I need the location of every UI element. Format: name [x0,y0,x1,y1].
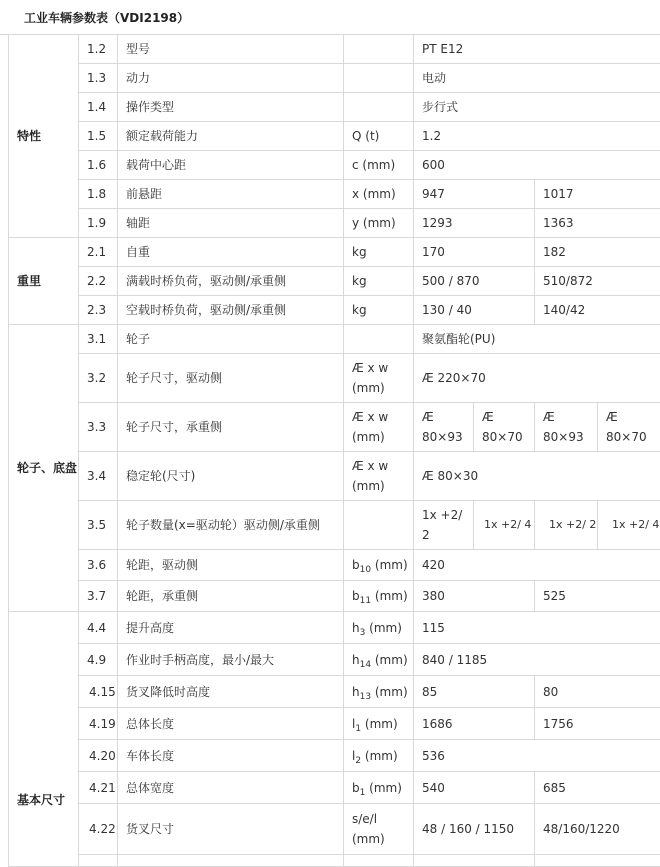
unit-symbol: l [352,717,355,731]
row-label: 轮子 [118,325,344,354]
unit-line-2: (mm) [352,381,385,395]
row-unit [344,804,414,855]
row-number: 2.3 [79,296,118,325]
row-unit: kg [344,238,414,267]
row-value-1 [414,403,474,452]
unit-text: (mm) [365,621,402,635]
unit-line-2: (mm) [352,479,385,493]
unit-text: (mm) [371,685,408,699]
table-row [9,180,660,209]
table-title-bar [0,0,660,35]
row-unit [344,452,414,501]
spec-table [8,34,660,867]
value-line-2: 2 [422,528,430,542]
row-label: 总体宽度 [118,772,344,804]
group-characteristics: 特性 [9,35,79,238]
row-unit [344,855,414,867]
row-value-1: 48 / 160 / 1150 [414,804,535,855]
unit-symbol: b [352,589,360,603]
row-value-2: 1017 [535,180,660,209]
row-value: 115 [414,612,660,644]
row-unit [344,740,414,772]
table-row [9,354,660,403]
row-value-2: 48/160/1220 [535,804,660,855]
row-value-2: 510/872 [535,267,660,296]
row-value-2: 1363 [535,209,660,238]
row-unit: Q (t) [344,122,414,151]
row-value-2: 182 [535,238,660,267]
row-unit [344,612,414,644]
row-label: 货叉降低时高度 [118,676,344,708]
row-number [79,855,118,867]
row-value-2: 140/42 [535,296,660,325]
value-line-1: Æ [606,410,618,424]
value-line-1: 1x +2/ [422,508,462,522]
row-number: 4.9 [79,644,118,676]
unit-text: (mm) [365,781,402,795]
row-unit: kg [344,296,414,325]
table-row [9,804,660,855]
row-value-3 [535,403,598,452]
unit-symbol: b [352,558,360,572]
row-number: 4.20 [79,740,118,772]
row-value-2: 1x +2/ 4 [474,501,535,550]
unit-symbol: b [352,781,360,795]
row-value-1: 130 / 40 [414,296,535,325]
row-value-2: 1756 [535,708,660,740]
row-number: 3.3 [79,403,118,452]
row-value-1 [414,501,474,550]
table-title: 工业车辆参数表（VDI2198） [24,9,189,26]
table-row [9,296,660,325]
row-number: 2.2 [79,267,118,296]
unit-symbol: l [352,749,355,763]
table-row [9,238,660,267]
unit-subscript: 11 [360,596,371,606]
row-unit [344,35,414,64]
table-row [9,772,660,804]
row-label: 稳定轮(尺寸) [118,452,344,501]
row-unit [344,550,414,581]
row-unit [344,325,414,354]
table-row [9,581,660,612]
row-number: 1.3 [79,64,118,93]
row-number: 4.19 [79,708,118,740]
table-row [9,35,660,64]
row-number: 1.8 [79,180,118,209]
row-value-2 [474,403,535,452]
row-unit [344,581,414,612]
unit-symbol: h [352,621,360,635]
table-row [9,676,660,708]
row-value-3: 1x +2/ 2 [535,501,598,550]
row-number: 3.2 [79,354,118,403]
group-weight: 重里 [9,238,79,325]
table-row [9,325,660,354]
row-number: 4.15 [79,676,118,708]
table-row [9,209,660,238]
row-value-1: 170 [414,238,535,267]
unit-text: (mm) [361,749,398,763]
row-value-1: 1686 [414,708,535,740]
row-value-1: 85 [414,676,535,708]
row-number: 1.4 [79,93,118,122]
group-wheels: 轮子、底盘 [9,325,79,612]
unit-line-1: Æ x w [352,361,388,375]
unit-subscript: 13 [360,692,371,702]
row-value: PT E12 [414,35,660,64]
row-unit [344,772,414,804]
row-number: 3.5 [79,501,118,550]
value-line-1: Æ [543,410,555,424]
row-unit [344,64,414,93]
row-label: 空载时桥负荷，驱动侧/承重侧 [118,296,344,325]
row-value-2: 685 [535,772,660,804]
row-label: 操作类型 [118,93,344,122]
unit-subscript: 10 [360,565,371,575]
row-value-4 [598,403,660,452]
row-number: 1.5 [79,122,118,151]
row-number: 2.1 [79,238,118,267]
row-unit: y (mm) [344,209,414,238]
table-row [9,644,660,676]
table-row [9,267,660,296]
unit-text: (mm) [361,717,398,731]
row-value-1: 500 / 870 [414,267,535,296]
unit-line-2: (mm) [352,832,385,846]
row-value: 536 [414,740,660,772]
unit-text: (mm) [371,558,408,572]
row-unit: x (mm) [344,180,414,209]
row-value-4: 1x +2/ 4 [598,501,660,550]
unit-text: (mm) [371,589,408,603]
unit-line-1: Æ x w [352,459,388,473]
unit-subscript: 1 [355,724,361,734]
row-label: 货叉尺寸 [118,804,344,855]
row-label: 前悬距 [118,180,344,209]
row-label: 轴距 [118,209,344,238]
row-label: 自重 [118,238,344,267]
row-label: 额定载荷能力 [118,122,344,151]
row-number: 3.6 [79,550,118,581]
row-value: 420 [414,550,660,581]
row-label: 轮子尺寸，承重侧 [118,403,344,452]
row-unit [344,708,414,740]
row-label: 载荷中心距 [118,151,344,180]
table-row [9,501,660,550]
table-row [9,550,660,581]
unit-subscript: 2 [355,756,361,766]
table-row [9,93,660,122]
value-line-1: Æ [422,410,434,424]
row-value-1: 540 [414,772,535,804]
table-row [9,708,660,740]
row-number: 1.9 [79,209,118,238]
row-unit [344,354,414,403]
row-value-2: 80 [535,676,660,708]
row-label: 满载时桥负荷，驱动侧/承重侧 [118,267,344,296]
row-number: 1.2 [79,35,118,64]
table-row-partial [9,855,660,867]
row-label: 提升高度 [118,612,344,644]
row-unit: c (mm) [344,151,414,180]
row-label: 总体长度 [118,708,344,740]
table-row [9,740,660,772]
row-value: 840 / 1185 [414,644,660,676]
row-value: Æ 220×70 [414,354,660,403]
row-value: 600 [414,151,660,180]
row-value-1 [414,855,535,867]
row-value-2 [535,855,660,867]
row-unit [344,93,414,122]
table-row [9,612,660,644]
table-row [9,122,660,151]
row-number: 1.6 [79,151,118,180]
table-row [9,151,660,180]
row-unit: kg [344,267,414,296]
row-value-1: 380 [414,581,535,612]
value-line-1: Æ [482,410,494,424]
row-unit [344,676,414,708]
row-number: 4.22 [79,804,118,855]
row-value: 聚氨酯轮(PU) [414,325,660,354]
row-value: 步行式 [414,93,660,122]
unit-symbol: h [352,653,360,667]
row-number: 3.4 [79,452,118,501]
row-label: 动力 [118,64,344,93]
row-number: 3.1 [79,325,118,354]
table-row [9,403,660,452]
table-row [9,64,660,93]
row-number: 3.7 [79,581,118,612]
row-value: 1.2 [414,122,660,151]
row-value-1: 1293 [414,209,535,238]
unit-subscript: 14 [360,660,371,670]
value-line-2: 80×93 [422,430,463,444]
unit-text: (mm) [371,653,408,667]
value-line-2: 80×70 [606,430,647,444]
group-dimensions: 基本尺寸 [9,612,79,867]
row-unit [344,403,414,452]
row-label: 车体长度 [118,740,344,772]
row-number: 4.21 [79,772,118,804]
row-label: 型号 [118,35,344,64]
unit-line-2: (mm) [352,430,385,444]
unit-subscript: 1 [360,788,366,798]
row-value-1: 947 [414,180,535,209]
unit-line-1: Æ x w [352,410,388,424]
row-label: 轮距，驱动侧 [118,550,344,581]
unit-symbol: h [352,685,360,699]
row-label: 轮距，承重侧 [118,581,344,612]
row-unit [344,644,414,676]
row-value-2: 525 [535,581,660,612]
row-label: 轮子数量(x=驱动轮）驱动侧/承重侧 [118,501,344,550]
unit-line-1: s/e/l [352,812,377,826]
value-line-2: 80×70 [482,430,523,444]
row-value: Æ 80×30 [414,452,660,501]
row-label [118,855,344,867]
row-label: 轮子尺寸，驱动侧 [118,354,344,403]
row-value: 电动 [414,64,660,93]
unit-subscript: 3 [360,628,366,638]
row-unit [344,501,414,550]
row-number: 4.4 [79,612,118,644]
table-row [9,452,660,501]
row-label: 作业时手柄高度，最小/最大 [118,644,344,676]
value-line-2: 80×93 [543,430,584,444]
